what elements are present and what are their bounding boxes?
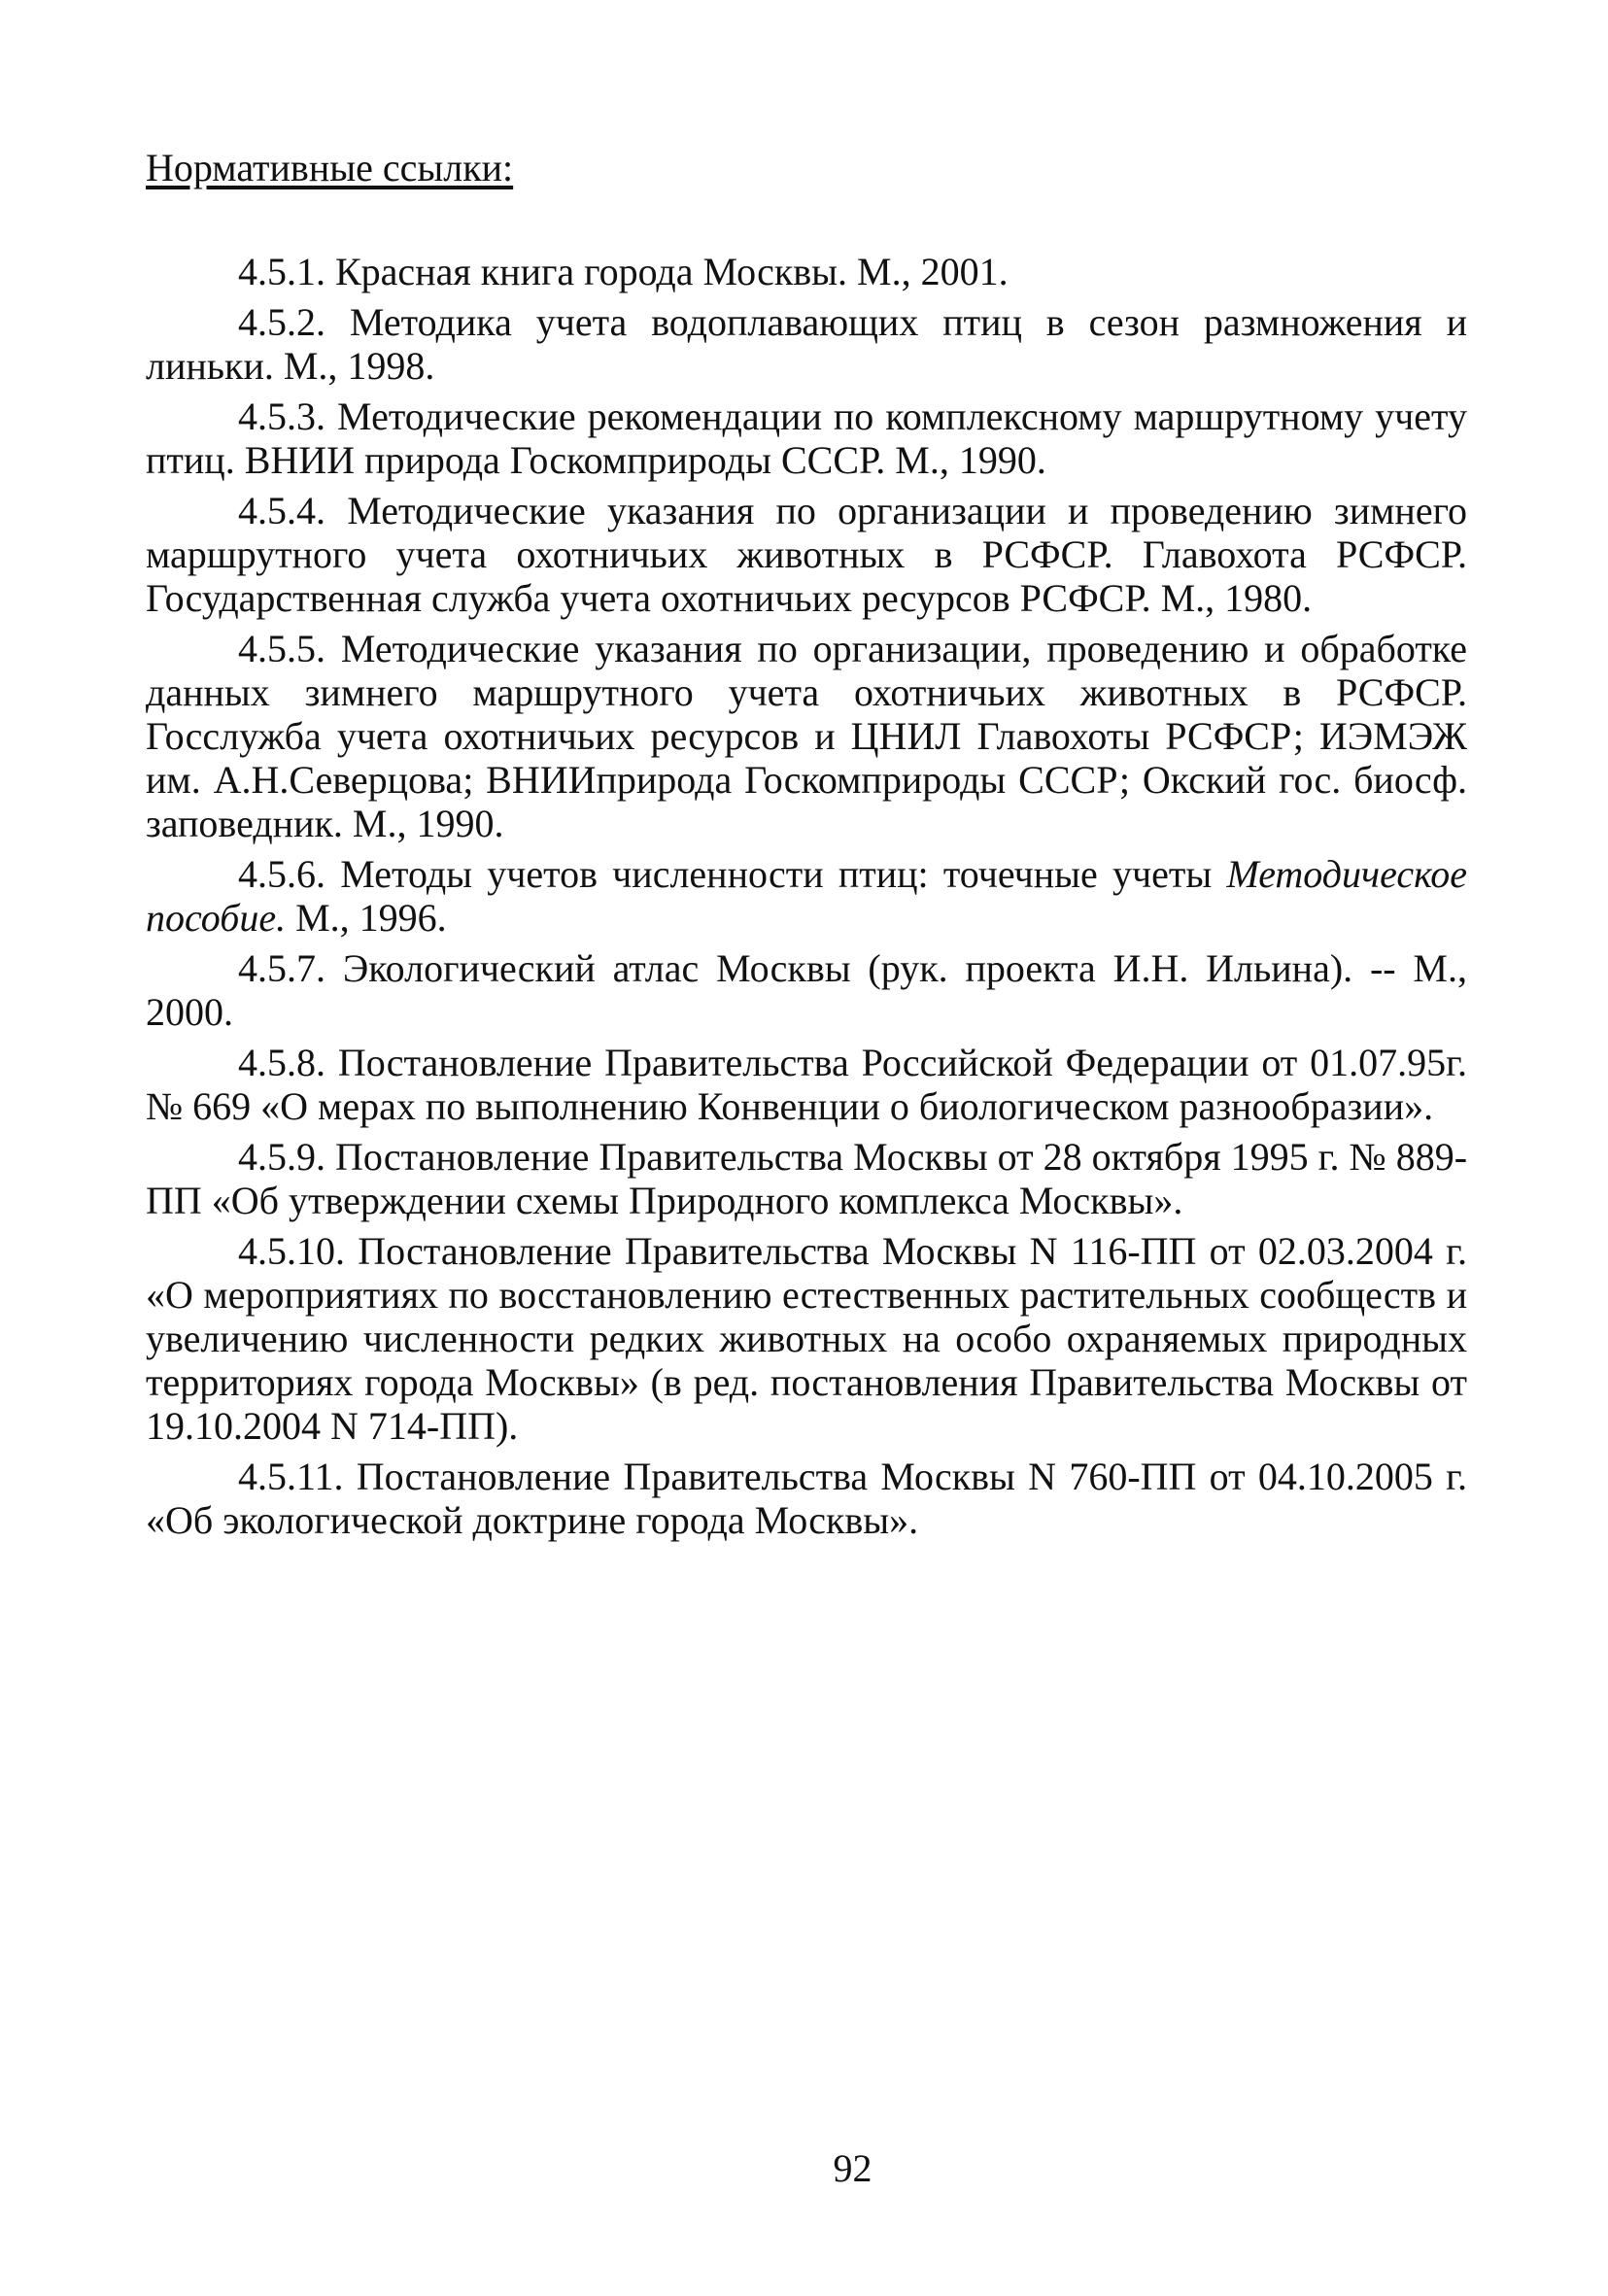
reference-item bbox=[146, 1455, 1467, 1542]
reference-item bbox=[146, 300, 1467, 388]
reference-text: Методы учетов численности птиц: точечные учеты bbox=[340, 852, 1213, 896]
reference-text: Методические указания по организации, проведению и обработке данных зимнего маршрутного учета охотничьих животных в РСФСР. Госслужба учета охотничьих ресурсов и ЦНИЛ Главохоты РСФСР; ИЭМЭЖ им. А.Н.Северцова; ВНИИприрода Госкомприроды СССР; Окский гос. биосф. заповедник. М., 1990. bbox=[146, 627, 1467, 845]
reference-italic-title: Методическое пособие. bbox=[146, 852, 1468, 940]
reference-item bbox=[146, 394, 1467, 482]
reference-text: Методические указания по организации и проведению зимнего маршрутного учета охотничьих животных в РСФСР. Главохота РСФСР. Государственная служба учета охотничьих ресурсов РСФСР. М., 1980. bbox=[146, 489, 1468, 620]
reference-number: 4.5.3. bbox=[238, 394, 325, 438]
reference-number: 4.5.4. bbox=[238, 489, 325, 532]
document-page bbox=[146, 146, 1467, 1549]
reference-number: 4.5.5. bbox=[238, 627, 325, 670]
reference-text: Методика учета водоплавающих птиц в сезон размножения и линьки. М., 1998. bbox=[146, 300, 1467, 388]
reference-number: 4.5.9. bbox=[238, 1135, 325, 1179]
page-number: 92 bbox=[833, 2146, 872, 2190]
reference-number: 4.5.6. bbox=[238, 852, 325, 896]
reference-item bbox=[146, 627, 1467, 845]
reference-number: 4.5.10. bbox=[238, 1229, 345, 1273]
reference-text: Красная книга города Москвы. М., 2001. bbox=[335, 250, 1009, 293]
reference-item bbox=[146, 1135, 1467, 1222]
reference-item bbox=[146, 1229, 1467, 1448]
reference-number: 4.5.1. bbox=[238, 250, 325, 293]
reference-number: 4.5.7. bbox=[238, 946, 325, 990]
reference-number: 4.5.2. bbox=[238, 300, 325, 344]
reference-item bbox=[146, 489, 1467, 620]
reference-number: 4.5.8. bbox=[238, 1041, 325, 1084]
reference-item bbox=[146, 946, 1467, 1034]
reference-text: Постановление Правительства Российской Федерации от 01.07.95г. № 669 «О мерах по выполнению Конвенции о биологическом разнообразии». bbox=[146, 1041, 1468, 1128]
reference-text: Постановление Правительства Москвы N 116-ПП от 02.03.2004 г. «О мероприятиях по восстановлению естественных растительных сообществ и увеличению численности редких животных на особо охраняемых природных территориях города Москвы» (в ред. постановления Правительства Москвы от 19.10.2004 N 714-ПП). bbox=[146, 1229, 1468, 1448]
reference-number: 4.5.11. bbox=[238, 1455, 344, 1498]
reference-item bbox=[146, 1041, 1467, 1128]
reference-item bbox=[146, 250, 1467, 293]
reference-text: Экологический атлас Москвы (рук. проекта И.Н. Ильина). -- М., 2000. bbox=[146, 946, 1467, 1034]
reference-text: Постановление Правительства Москвы от 28 октября 1995 г. № 889-ПП «Об утверждении схемы Природного комплекса Москвы». bbox=[146, 1135, 1468, 1222]
reference-item bbox=[146, 852, 1467, 940]
section-heading: Нормативные ссылки: bbox=[146, 146, 514, 189]
reference-text: Методические рекомендации по комплексному маршрутному учету птиц. ВНИИ природа Госкомприроды СССР. М., 1990. bbox=[146, 394, 1467, 482]
reference-text: Постановление Правительства Москвы N 760-ПП от 04.10.2005 г. «Об экологической доктрине города Москвы». bbox=[146, 1455, 1468, 1542]
reference-text-tail: М., 1996. bbox=[295, 896, 447, 940]
